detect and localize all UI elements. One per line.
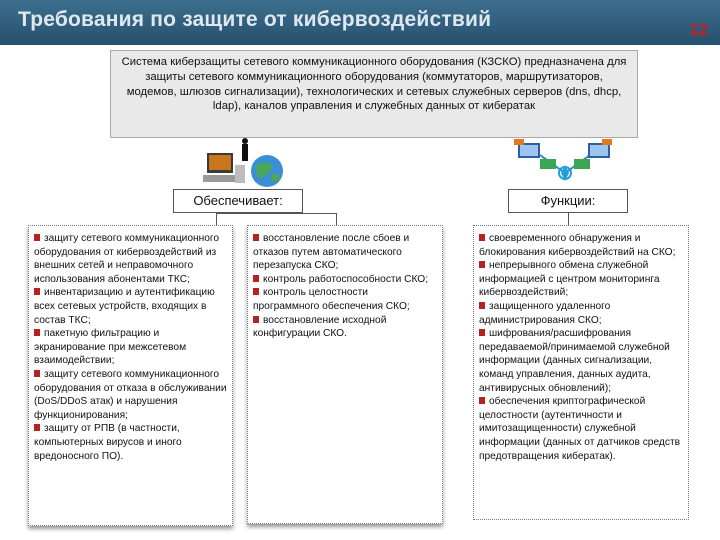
list-item: обеспечения криптографической целостности (аутентичности и имитозащищенности) служебной информации (данных от датчиков средств предотвращения кибератак). [479, 395, 683, 463]
connector-line [216, 213, 337, 214]
list-item: защиту от РПВ (в частности, компьютерных вирусов и иного вредоносного ПО). [34, 422, 227, 463]
page-number: 12 [689, 20, 708, 39]
title-bar [0, 0, 720, 45]
computer-icon [203, 153, 245, 183]
list-item: восстановление после сбоев и отказов путем автоматического перезапуска СКО; [253, 232, 437, 273]
provides-column-2 [247, 225, 443, 524]
page-title: Требования по защите от кибервоздействий [18, 8, 492, 31]
network-diagram-illustration [510, 137, 620, 192]
connector-line [216, 213, 217, 225]
intro-text: Система киберзащиты сетевого коммуникационного оборудования (КЗСКО) предназначена для защиты сетевого коммуникационного оборудования (коммутаторов, маршрутизаторов, модемов, шлюзов сигнализации), технологических и сетевых служебных серверов (dns, dhcp, ldap), каналов управления и служебных данных от кибератак [121, 56, 627, 113]
list-item: инвентаризацию и аутентификацию всех сетевых устройств, входящих в состав ТКС; [34, 286, 227, 327]
list-item: своевременного обнаружения и блокирования кибервоздействий на СКО; [479, 232, 683, 259]
connector-line [568, 213, 569, 225]
list-item: защиту сетевого коммуникационного оборудования от кибервоздействий из внешних сетей и неправомочного использования абонентами ТКС; [34, 232, 227, 286]
functions-column [473, 225, 689, 520]
list-item: защиту сетевого коммуникационного оборудования от отказа в обслуживании (DoS/DDoS атак) и нарушения функционирования; [34, 368, 227, 421]
list-item: контроль целостности программного обеспечения СКО; [253, 286, 437, 313]
provides-label-text: Обеспечивает: [193, 193, 283, 208]
list-item: непрерывного обмена служебной информацией с центром мониторинга кибервоздействий; [479, 259, 683, 300]
intro-box [110, 50, 638, 138]
network-computer-illustration [195, 135, 295, 190]
person-icon [242, 138, 248, 161]
functions-label [508, 189, 628, 213]
provides-column-1 [28, 225, 233, 526]
list-item: пакетную фильтрацию и экранирование при межсетевом взаимодействии; [34, 327, 227, 368]
list-item: контроль работоспособности СКО; [253, 273, 437, 287]
list-item: защищенного удаленного администрирования СКО; [479, 300, 683, 327]
list-item: восстановление исходной конфигурации СКО. [253, 314, 437, 341]
provides-label [173, 189, 303, 213]
globe-icon [251, 155, 283, 187]
list-item: шифрования/расшифрования передаваемой/принимаемой служебной информации (данных сигнализации, команд управления, данных аудита, антивирусных обновлений); [479, 327, 683, 395]
computer-network-icon [514, 139, 612, 181]
connector-line [336, 213, 337, 225]
functions-label-text: Функции: [540, 193, 596, 208]
